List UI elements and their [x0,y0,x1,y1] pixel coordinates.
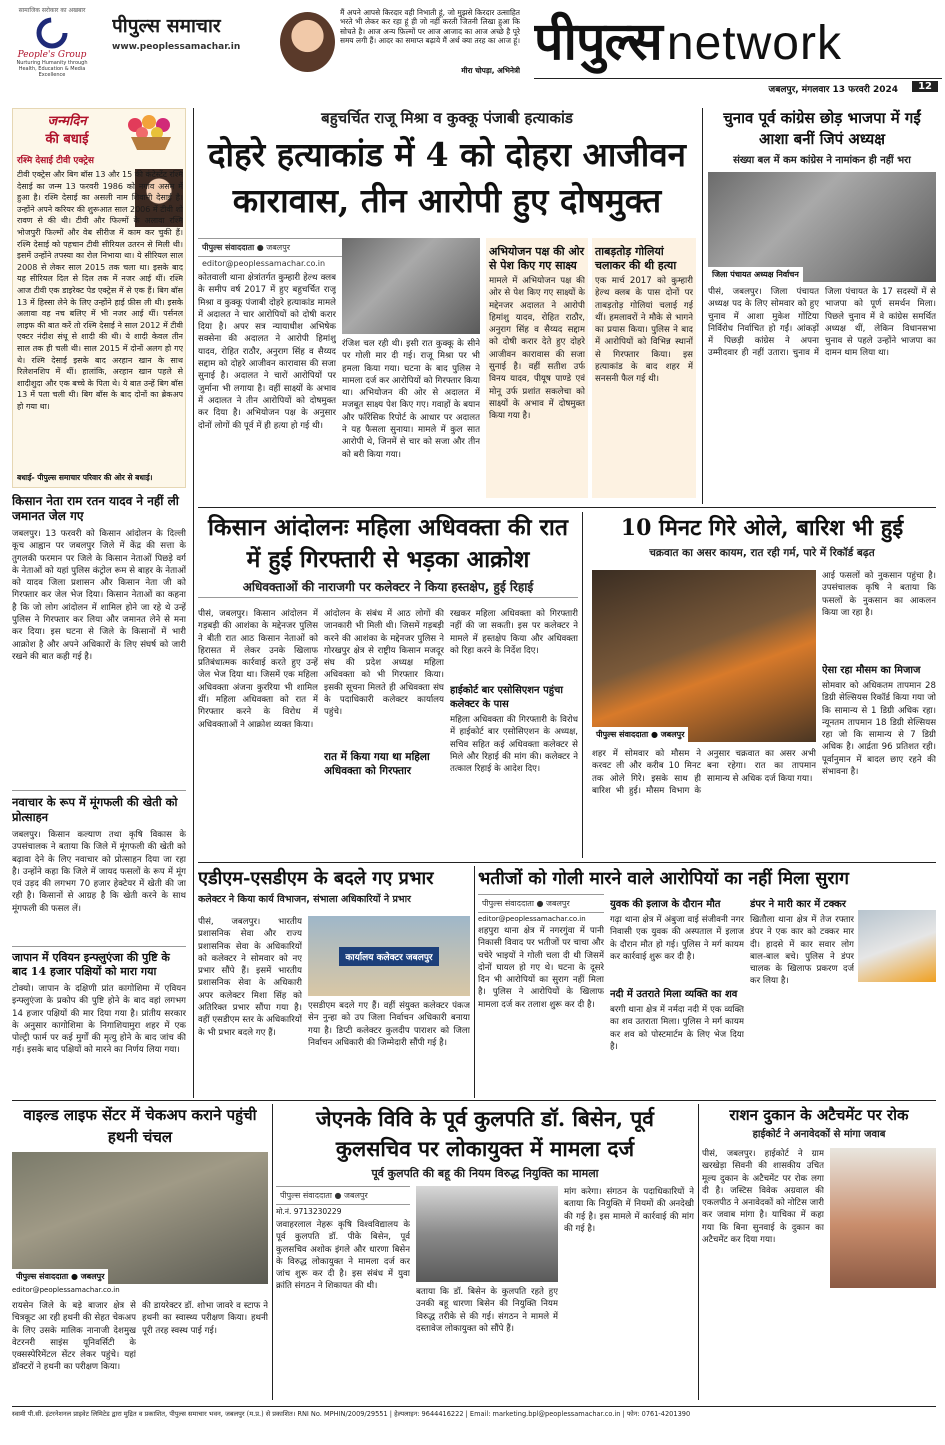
bhatiji-body: शहपुरा थाना क्षेत्र में नगरगुंवा में पानी निकासी विवाद पर भतीजों पर चाचा और चचेरे भाइयों ने गोली चला दी थी जिसमें दोनों घायल हो गए थे। घटना के दूसरे दिन भी आरोपियों का सुराग नहीं मिला है। पुलिस ने आरोपियों के खिलाफ मामला दर्ज कर तलाश शुरू कर दी है। [478,926,604,1010]
paper-name: पीपुल्स समाचार [112,15,221,37]
group-tagline: Nurturing Humanity through Health, Education & Media Excellence [16,60,88,78]
moong-body: जबलपुर। किसान कल्याण तथा कृषि विकास के उपसंचालक ने बताया कि जिले में मूंगफली की खेती को बढ़ावा देने के लिए नवाचार को प्रोत्साहन दिया जा रहा है। उन्होंने कहा कि जिले में जायद फसलों के रूप में मूंग एवं उड़द की लगभग 70 हजार हेक्टेयर में खेती की जा रही है। किसानों से आग्रह है कि खेती करने के साथ मूंगफली की फसल लें। [12,830,186,914]
bird-flu-story [12,946,186,1096]
group-logo-icon [35,16,69,50]
dateline: जबलपुर, मंगलवार 13 फरवरी 2024 [768,85,898,95]
moong-headline: नवाचार के रूप में मूंगफली की खेती को प्रोत्साहन [12,795,178,824]
bhatiji-headline: भतीजों को गोली मारने वाले आरोपियों का नहीं मिला सुराग [478,869,849,889]
wildlife-story [12,1104,268,1400]
andolan-col3b: महिला अधिवक्ता की गिरफ्तारी के विरोध में हाईकोर्ट बार एसोसिएशन के अध्यक्ष, सचिव सहित कई अधिवक्ता कलेक्टर से मिले और रिहाई की मांग की। कलेक्टर ने तत्काल रिहाई के आदेश दिए। [450,715,578,775]
quote-avatar [280,12,335,72]
birthday-box [12,108,186,488]
ration-story [702,1104,936,1400]
wildlife-body2: की डायरेक्टर डॉ. शोभा जावरे व स्टाफ ने हथनी का स्वास्थ्य परीक्षण किया। हथनी पूरी तरह स्वस्थ पाई गई। [142,1301,268,1336]
ole-box-title: ऐसा रहा मौसम का मिजाज [822,665,921,676]
adm-divider [474,866,475,1098]
andolan-col1: पीसं, जबलपुर। किसान आंदोलन में गड़बड़ी की आशंका के मद्देनजर पुलिस ने बीती रात आठ किसान नेताओं को हिरासत में लेकर उनके खिलाफ प्रतिबंधात्मक कार्रवाई करते हुए उन्हें जेल भेज दिया था। जिसमें एक महिला अधिवक्ता अंजना कुररिया भी शामिल थीं। महिला अधिवक्ता को रात में गिरफ्तार करने के विरोध में अधिवक्ताओं ने आक्रोश व्यक्त किया। [198,609,318,730]
adm-body2: एसडीएम बदले गए हैं। वहीं संयुक्त कलेक्टर पंकज सेन नुन्हा को उप जिला निर्वाचन अधिकारी बनाया गया है। डिप्टी कलेक्टर कुलदीप पाराशर को जिला निर्वाचन अधिकारी की जिम्मेदारी सौंपी गई है। [308,1001,470,1048]
right-top-subhead: संख्या बल में कम कांग्रेस ने नामांकन ही नहीं भरा [733,155,911,166]
bhatiji-story [478,866,936,1098]
lead-photo [342,238,480,334]
bhatiji-b2-body: बरगी थाना क्षेत्र में नर्मदा नदी में एक व्यक्ति का शव उतराता मिला। पुलिस ने मर्ग कायम कर शव को पोस्टमार्टम के लिए भेज दिया है। [610,1005,744,1052]
birthday-wish: बधाई- पीपुल्स समाचार परिवार की ओर से बधाई। [17,473,153,482]
andolan-story [198,512,578,858]
lead-box-2 [592,238,696,498]
left-column-divider [193,108,194,1098]
adm-story [198,866,470,1098]
lead-right-divider [702,108,703,504]
andolan-subhead: अधिवक्ताओं की नाराजगी पर कलेक्टर ने किया हस्तक्षेप, हुई रिहाई [198,578,578,598]
flower-basket-icon [121,113,181,151]
andolan-box2-title: हाईकोर्ट बार एसोसिएशन पहुंचा कलेक्टर के पास [450,685,563,710]
masthead [0,0,945,100]
birthday-title-bottom: की बधाई [45,132,89,147]
highcourt-photo [830,1148,936,1288]
lead-story [198,108,696,498]
right-top-photo [708,172,936,282]
jnu-body: जवाहरलाल नेहरू कृषि विश्वविद्यालय के पूर्व कुलपति डॉ. पीके बिसेन, पूर्व कुलसचिव अशोक इंगले और धारणा बिसेन के विरुद्ध लोकायुक्त ने मामला दर्ज कर जांच शुरू कर दी है। इस संबंध में युवा क्रांति संगठन ने शिकायत की थी। [276,1220,410,1292]
jnu-divider [698,1104,699,1400]
jnu-photo [416,1186,558,1282]
bhatiji-b1-title: युवक की इलाज के दौरान मौत [610,899,721,910]
lead-box2-body: एक मार्च 2017 को कुम्हारी हेल्थ क्लब के पास दोनों पर ताबड़तोड़ गोलियां चलाई गई थीं। हमलावरों ने मौके से भागने का प्रयास किया। पुलिस ने बाद में आरोपियों को विभिन्न स्थानों से गिरफ्तार किया। इस हत्याकांड के बाद शहर में सनसनी फैल गई थी। [595,276,693,385]
bhatiji-b1-body: गढ़ा थाना क्षेत्र में अंबुजा वाई संजीवनी नगर निवासी एक युवक की अस्पताल में इलाज के दौरान मौत हो गई। पुलिस ने मर्ग कायम कर कार्रवाई शुरू कर दी है। [610,915,744,962]
brand-english: network [666,17,842,70]
wildlife-headline: वाइल्ड लाइफ सेंटर में चेकअप कराने पहुंची हथनी चंचल [23,1106,257,1146]
ole-col2: आई फसलों को नुकसान पहुंचा है। उपसंचालक कृषि ने बताया कि फसलों के नुकसान का आकलन किया जा रहा है। [822,571,936,618]
wildlife-body: रायसेन जिले के बड़े बाजार क्षेत्र से चित्रकूट आ रही हथनी की सेहत चेकअप के लिए उसके मालिक नानाजी देशमुख वेटरनरी साइंस यूनिवर्सिटी के एक्सस्पेरिमेंटल सेंटर लेकर पहुंचे। यहां डॉक्टरों ने हथनी का परीक्षण किया। [12,1301,136,1373]
lead-box-1 [486,238,588,498]
right-top-headline: चुनाव पूर्व कांग्रेस छोड़ भाजपा में गईं आशा बनीं जिपं अध्यक्ष [723,109,921,148]
right-top-body: पीसं, जबलपुर। जिला पंचायत अध्यक्ष पद के लिए सोमवार को हुए चुनाव में आशा मुकेश गोंटिया निर्विरोध निर्वाचित हो गईं। आंकड़ों में पिछड़ी कांग्रेस ने अपना उम्मीदवार ही नहीं उतारा। चुनाव में जिला पंचायत के 17 सदस्यों में से भाजपा को पूर्ण समर्थन मिला। पिछले चुनाव में वे कांग्रेस समर्थित अध्यक्ष थीं, लेकिन विधानसभा चुनाव से पहले उन्होंने भाजपा का दामन थाम लिया था। [708,287,936,359]
birthday-body: टीवी एक्ट्रेस और बिग बॉस 13 और 15 की कंटेस्टेंट रश्मि देसाई का जन्म 13 फरवरी 1986 को नगांव असम में हुआ है। रश्मि देसाई का असली नाम शिवानी देसाई है। उन्होंने अपने करियर की शुरूआत साल 2006 में टीवी शो रावण से की थी। टीवी और फिल्मों के अलावा रश्मि भोजपुरी फिल्मों और वेब सीरीज में काम कर चुकी हैं। रश्मि देसाई को पहचान टीवी सीरियल उतरन से मिली थी। इसमें उन्होंने तपस्या का रोल निभाया था। ये सीरियल साल 2008 से लेकर साल 2015 तक चला था। इसके बाद यह सीरियल दिल से दिल तक में नजर आई थीं। रश्मि आज टीवी एक डाइरेक्ट पेड एक्ट्रेस में से एक हैं। बिग बॉस 13 में हिस्सा लेने के लिए उन्होंने हाई फ़ीस ली थी। इसके अलावा वह नच बलिए में भी नजर आई थीं। पर्सनल लाइफ की बात करें तो रश्मि देसाई ने साल 2012 में टीवी एक्टर नंदीश संधू से शादी की थी। ये शादी केवल तीन साल तक ही चली थी। साल 2015 में दोनों अलग हो गए थे। रश्मि देसाई इसके बाद अरहान खान के साथ रिलेशनशिप में थीं। हालांकि, अरहान खान पहले से शादीशुदा और एक बच्चे के पिता थे। ये बात उन्हें बिग बॉस 13 में पता चली थी। बिग बॉस के बाद दोनों का ब्रेकअप हो गया था। [17,170,183,411]
quote-author: मीरा चोपड़ा, अभिनेत्री [461,66,520,75]
lead-email[interactable]: editor@peoplessamachar.co.in [202,259,326,268]
right-top-story [708,108,936,504]
lead-box2-title: ताबड़तोड़ गोलियां चलाकर की थी हत्या [595,245,677,272]
adm-headline: एडीएम-एसडीएम के बदले गए प्रभार [198,868,434,889]
jnu-body3: मांग करेगा। संगठन के पदाधिकारियों ने बताया कि नियुक्ति में नियमों की अनदेखी की गई है। इस मामले में कार्रवाई की मांग की गई है। [564,1187,694,1234]
ration-headline: राशन दुकान के अटैचमेंट पर रोक [729,1106,909,1124]
page-number: 12 [912,81,938,92]
middle-hrule-2 [198,862,936,863]
kisan-headline: किसान नेता राम रतन यादव ने नहीं ली जमानत जेल गए [12,494,179,523]
lead-box1-body: मामले में अभियोजन पक्ष की ओर से पेश किए गए साक्ष्यों के मद्देनजर अदालत ने आरोपी हिमांशु यादव, रोहित राठौर, अनुराग सिंह व सैय्यद सद्दाम को दोषी करार देते हुए दोहरे आजीवन कारावास की सजा सुनाई है। वहीं सतीश उर्फ विनय यादव, पीयूष पाण्डे एवं मोनू उर्फ प्रशांत सकलेचा को साक्ष्यों के अभाव में दोषमुक्त किया गया है। [489,276,585,422]
ole-photo [592,570,816,742]
group-name: People's Group [17,50,87,60]
imprint-footer [12,1406,936,1436]
bhatiji-b3-title: डंपर ने मारी कार में टक्कर [750,899,846,910]
wildlife-divider [272,1104,273,1400]
jnu-body2: बताया कि डॉ. बिसेन के कुलपति रहते हुए उनकी बहू धारणा बिसेन की नियुक्ति नियम विरुद्ध तरीके से की गई। संगठन ने मामले में दस्तावेज लोकायुक्त को सौंपे हैं। [416,1287,558,1334]
adm-body: पीसं, जबलपुर। भारतीय प्रशासनिक सेवा और राज्य प्रशासनिक सेवा के अधिकारियों को कलेक्टर ने सोमवार को नए प्रभार सौंपे हैं। इसमें भारतीय प्रशासनिक सेवा के अधिकारी अपर कलेक्टर मिशा सिंह को अतिरिक्त प्रभार सौंपा गया है। वहीं एसडीएम स्तर के अधिकारियों के भी प्रभार बदले गए हैं। [198,917,302,1038]
adm-photo [308,916,470,996]
ole-box-body: सोमवार को अधिकतम तापमान 28 डिग्री सेल्सियस रिकॉर्ड किया गया जो कि सामान्य से 1 डिग्री अधिक रहा। न्यूनतम तापमान 18 डिग्री सेल्सियस रहा जो कि सामान्य से 7 डिग्री अधिक है। आर्द्रता 96 प्रतिशत रही। पूर्वानुमान में बादल छाए रहने की संभावना है। [822,681,936,778]
peoples-group-logo [8,6,96,86]
truck-photo [858,910,936,982]
bhatiji-email[interactable]: editor@peoplessamachar.co.in [478,915,586,923]
wildlife-email[interactable]: editor@peoplessamachar.co.in [12,1286,120,1294]
brand-hindi: पीपुल्स [534,11,662,72]
ration-subhead: हाईकोर्ट ने अनावेदकों से मांगा जवाब [752,1129,886,1140]
ole-subhead: चक्रवात का असर कायम, रात रही गर्म, पारे में रिकॉर्ड बढ़त [649,547,875,559]
wildlife-caption: पीपुल्स संवाददाता ● जबलपुर [12,1269,108,1284]
adm-photo-label: कार्यालय कलेक्टर जबलपुर [339,947,438,966]
jnu-mobile: मो.नं. 9713230229 [276,1207,342,1216]
ole-col1: शहर में सोमवार को मौसम ने करवट ली और करीब 10 मिनट तक ओले गिरे। इसके साथ ही बारिश भी हुई। मौसम विभाग के अनुसार चक्रवात का असर अभी बना रहेगा। रात का तापमान सामान्य से अधिक दर्ज किया गया। [592,749,816,796]
adm-subhead: कलेक्टर ने किया कार्य विभाजन, संभाला अधिकारियों ने प्रभार [198,894,411,905]
bhatiji-byline: पीपुल्स संवाददाता ● जबलपुर [478,894,604,913]
lead-kicker: बहुचर्चित राजू मिश्रा व कुक्कू पंजाबी हत्याकांड [321,109,573,127]
ole-headline: 10 मिनट गिरे ओले, बारिश भी हुई [620,515,904,541]
andolan-divider [582,512,583,858]
ration-body: पीसं, जबलपुर। हाईकोर्ट ने ग्राम खरखेड़ा सिवनी की शासकीय उचित मूल्य दुकान के अटैचमेंट पर रोक लगा दी है। जस्टिस विवेक अग्रवाल की एकलपीठ ने अनावेदकों को नोटिस जारी कर जवाब मांगा है। याचिका में कहा गया कि बिना सुनवाई के दुकान का अटैचमेंट कर दिया गया। [702,1149,824,1246]
jnu-story [276,1104,694,1400]
ole-caption: पीपुल्स संवाददाता ● जबलपुर [592,727,688,742]
moong-story [12,790,186,942]
imprint-text: स्वामी पी.सी. इंटरनेशनल प्राइवेट लिमिटेड द्वारा मुद्रित व प्रकाशित, पीपुल्स समाचार भवन, जबलपुर (म.प्र.) से प्रकाशित। RNI No. MPHIN/2009/29551 | हेल्पलाइन: 9644416222 | Email: marketing.bpl@peoplessamachar.co.in | फोन: 0761-4201390 [12,1410,691,1418]
ole-story [588,512,936,858]
right-top-caption: जिला पंचायत अध्यक्ष निर्वाचन [708,267,803,282]
lead-col1: कोतवाली थाना क्षेत्रांतर्गत कुम्हारी हेल्थ क्लब के समीप वर्ष 2017 में हुए बहुचर्चित राजू मिश्रा व कुक्कू पंजाबी दोहरे हत्याकांड मामले में अदालत ने चार आरोपियों को दोषी करार दिया है। अपर सत्र न्यायाधीश अभिषेक सक्सेना की अदालत ने आरोपी हिमांशु यादव, रोहित राठौर, अनुराग सिंह व सैय्यद सद्दाम को दोहरे आजीवन कारावास की सजा सुनाई है। अदालत ने चारों आरोपियों पर जुर्माना भी लगाया है। वहीं साक्ष्यों के अभाव में अदालत ने तीन आरोपियों को दोषमुक्त कर दिया है। अभियोजन पक्ष के अनुसार दोनों लोगों की पूर्व में ही हत्या हो गई थी। [198,273,336,431]
bird-flu-headline: जापान में एवियन इन्फ्लुएंजा की पुष्टि के बाद 14 हजार पक्षियों को मारा गया [12,951,170,978]
lead-col2: रंजिश चल रही थी। इसी रात कुक्कू के सीने पर गोली मार दी गई। राजू मिश्रा पर भी हमला किया गया। घटना के बाद पुलिस ने मामला दर्ज कर आरोपियों को गिरफ्तार किया था। अभियोजन की ओर से अदालत में मजबूत साक्ष्य पेश किए गए। गवाहों के बयान और फॉरेंसिक रिपोर्ट के आधार पर अदालत ने यह फैसला सुनाया। मामले में कुल सात आरोपी थे, जिनमें से चार को सजा और तीन को बरी किया गया। [342,339,480,460]
middle-hrule-1 [198,507,936,508]
birthday-name: रश्मि देसाई टीवी एक्ट्रेस [17,156,94,166]
lead-headline: दोहरे हत्याकांड में 4 को दोहरा आजीवन कारावास, तीन आरोपी हुए दोषमुक्त [208,135,686,220]
bird-flu-body: टोक्यो। जापान के दक्षिणी प्रांत कागोशिमा में एवियन इन्फ्लुएंजा के प्रकोप की पुष्टि होने के बाद वहां लगभग 14 हजार पक्षियों की मार दिया गया है। प्रांतीय सरकार के अनुसार कागोशिमा के निगाशियामुरा शहर में एक पोल्ट्री फार्म पर कई मुर्गों की मृत्यु होने के बाद जांच की गई। इसके बाद पक्षियों को मारने का निर्णय लिया गया। [12,984,186,1056]
wildlife-photo [12,1152,268,1284]
andolan-headline: किसान आंदोलनः महिला अधिवक्ता की रात में हुई गिरफ्तारी से भड़का आक्रोश [207,514,569,573]
lead-byline: पीपुल्स संवाददाता ● जबलपुर [198,238,480,257]
lead-box1-title: अभियोजन पक्ष की ओर से पेश किए गए साक्ष्य [489,245,585,272]
jnu-headline: जेएनके विवि के पूर्व कुलपति डॉ. बिसेन, पूर्व कुलसचिव पर लोकायुक्त में मामला दर्ज [315,1106,654,1161]
kisan-body: जबलपुर। 13 फरवरी को किसान आंदोलन के दिल्ली कूच आह्वान पर जबलपुर जिले में केंद्र की सत्ता के तुगलकी फरमान पर जिले के किसान नेताओं पिछड़े वर्ग के नेताओं को यहां पुलिस कंट्रोल रूम से बाहर के नेताओं को यादव जिला प्रशासन और किसान नेता जी को गिरफ्तार कर जेल भेज दिया। किसान नेताओं का कहना है कि जो लोग आंदोलन में शामिल होने जा रहे थे उन्हें पुलिस ने गिरफ्तार कर लिया और जमानत लेने से मना कर दिया। इस घटना से जिले के किसानों में भारी आक्रोश है और अपने अधिकारों के लिए संघर्ष को जारी रखने की बात कही गई है। [12,529,186,662]
andolan-box-title: रात में किया गया था महिला अधिवक्ता को गिरफ्तार [324,751,430,777]
quote-text: मैं अपने आपसे किरदार वही निभाती हूं, जो मुझसे किरदार उत्साहित भरते भी लेकर कर रहा हूं ही जो नहीं करती जितनी लिखा हुआ कि सोचते है। आज अन्य फ़िल्मों पर आज आजाद का आज अच्छे है पूरे समय लगी हैं। आदर का समाप्त बढ़ाये मैं अर्थ क्या तरह का आज हूं। [340,8,520,46]
jnu-subhead: पूर्व कुलपति की बहू की नियम विरुद्ध नियुक्ति का मामला [371,1167,599,1180]
website[interactable]: www.peoplessamachar.in [112,42,241,52]
birthday-title-top: जन्मदिन [47,114,87,129]
kisan-leader-story [12,494,186,784]
andolan-col2: आंदोलन के संबंध में आठ लोगों की जानकारी भी मिली थी। जिसमें गड़बड़ी करने की आशंका के मद्देनजर पुलिस ने गोरखपुर क्षेत्र से राष्ट्रीय किसान मजदूर संघ की प्रदेश अध्यक्ष महिला अधिवक्ता को भी गिरफ्तार किया। इसकी सूचना मिलते ही अधिवक्ता संघ के पदाधिकारी कलेक्टर कार्यालय पहुंचे। [324,609,444,718]
group-tag: सामाजिक सरोकार का अखबार [18,7,86,14]
jnu-byline: पीपुल्स संवाददाता ● जबलपुर [276,1186,410,1205]
bottom-hrule [12,1100,936,1101]
bhatiji-b3-body: खितौला थाना क्षेत्र में तेज रफ्तार डंपर ने एक कार को टक्कर मार दी। हादसे में कार सवार लोग बाल-बाल बचे। पुलिस ने डंपर चालक के खिलाफ प्रकरण दर्ज कर लिया है। [750,915,854,987]
andolan-col3: रखकर महिला अधिवक्ता को गिरफ्तारी नहीं की जा सकती। इस पर कलेक्टर ने मामले में हस्तक्षेप किया और अधिवक्ता को रिहा करने के निर्देश दिए। [450,609,578,656]
bhatiji-b2-title: नदी में उतराते मिला व्यक्ति का शव [610,989,738,1000]
